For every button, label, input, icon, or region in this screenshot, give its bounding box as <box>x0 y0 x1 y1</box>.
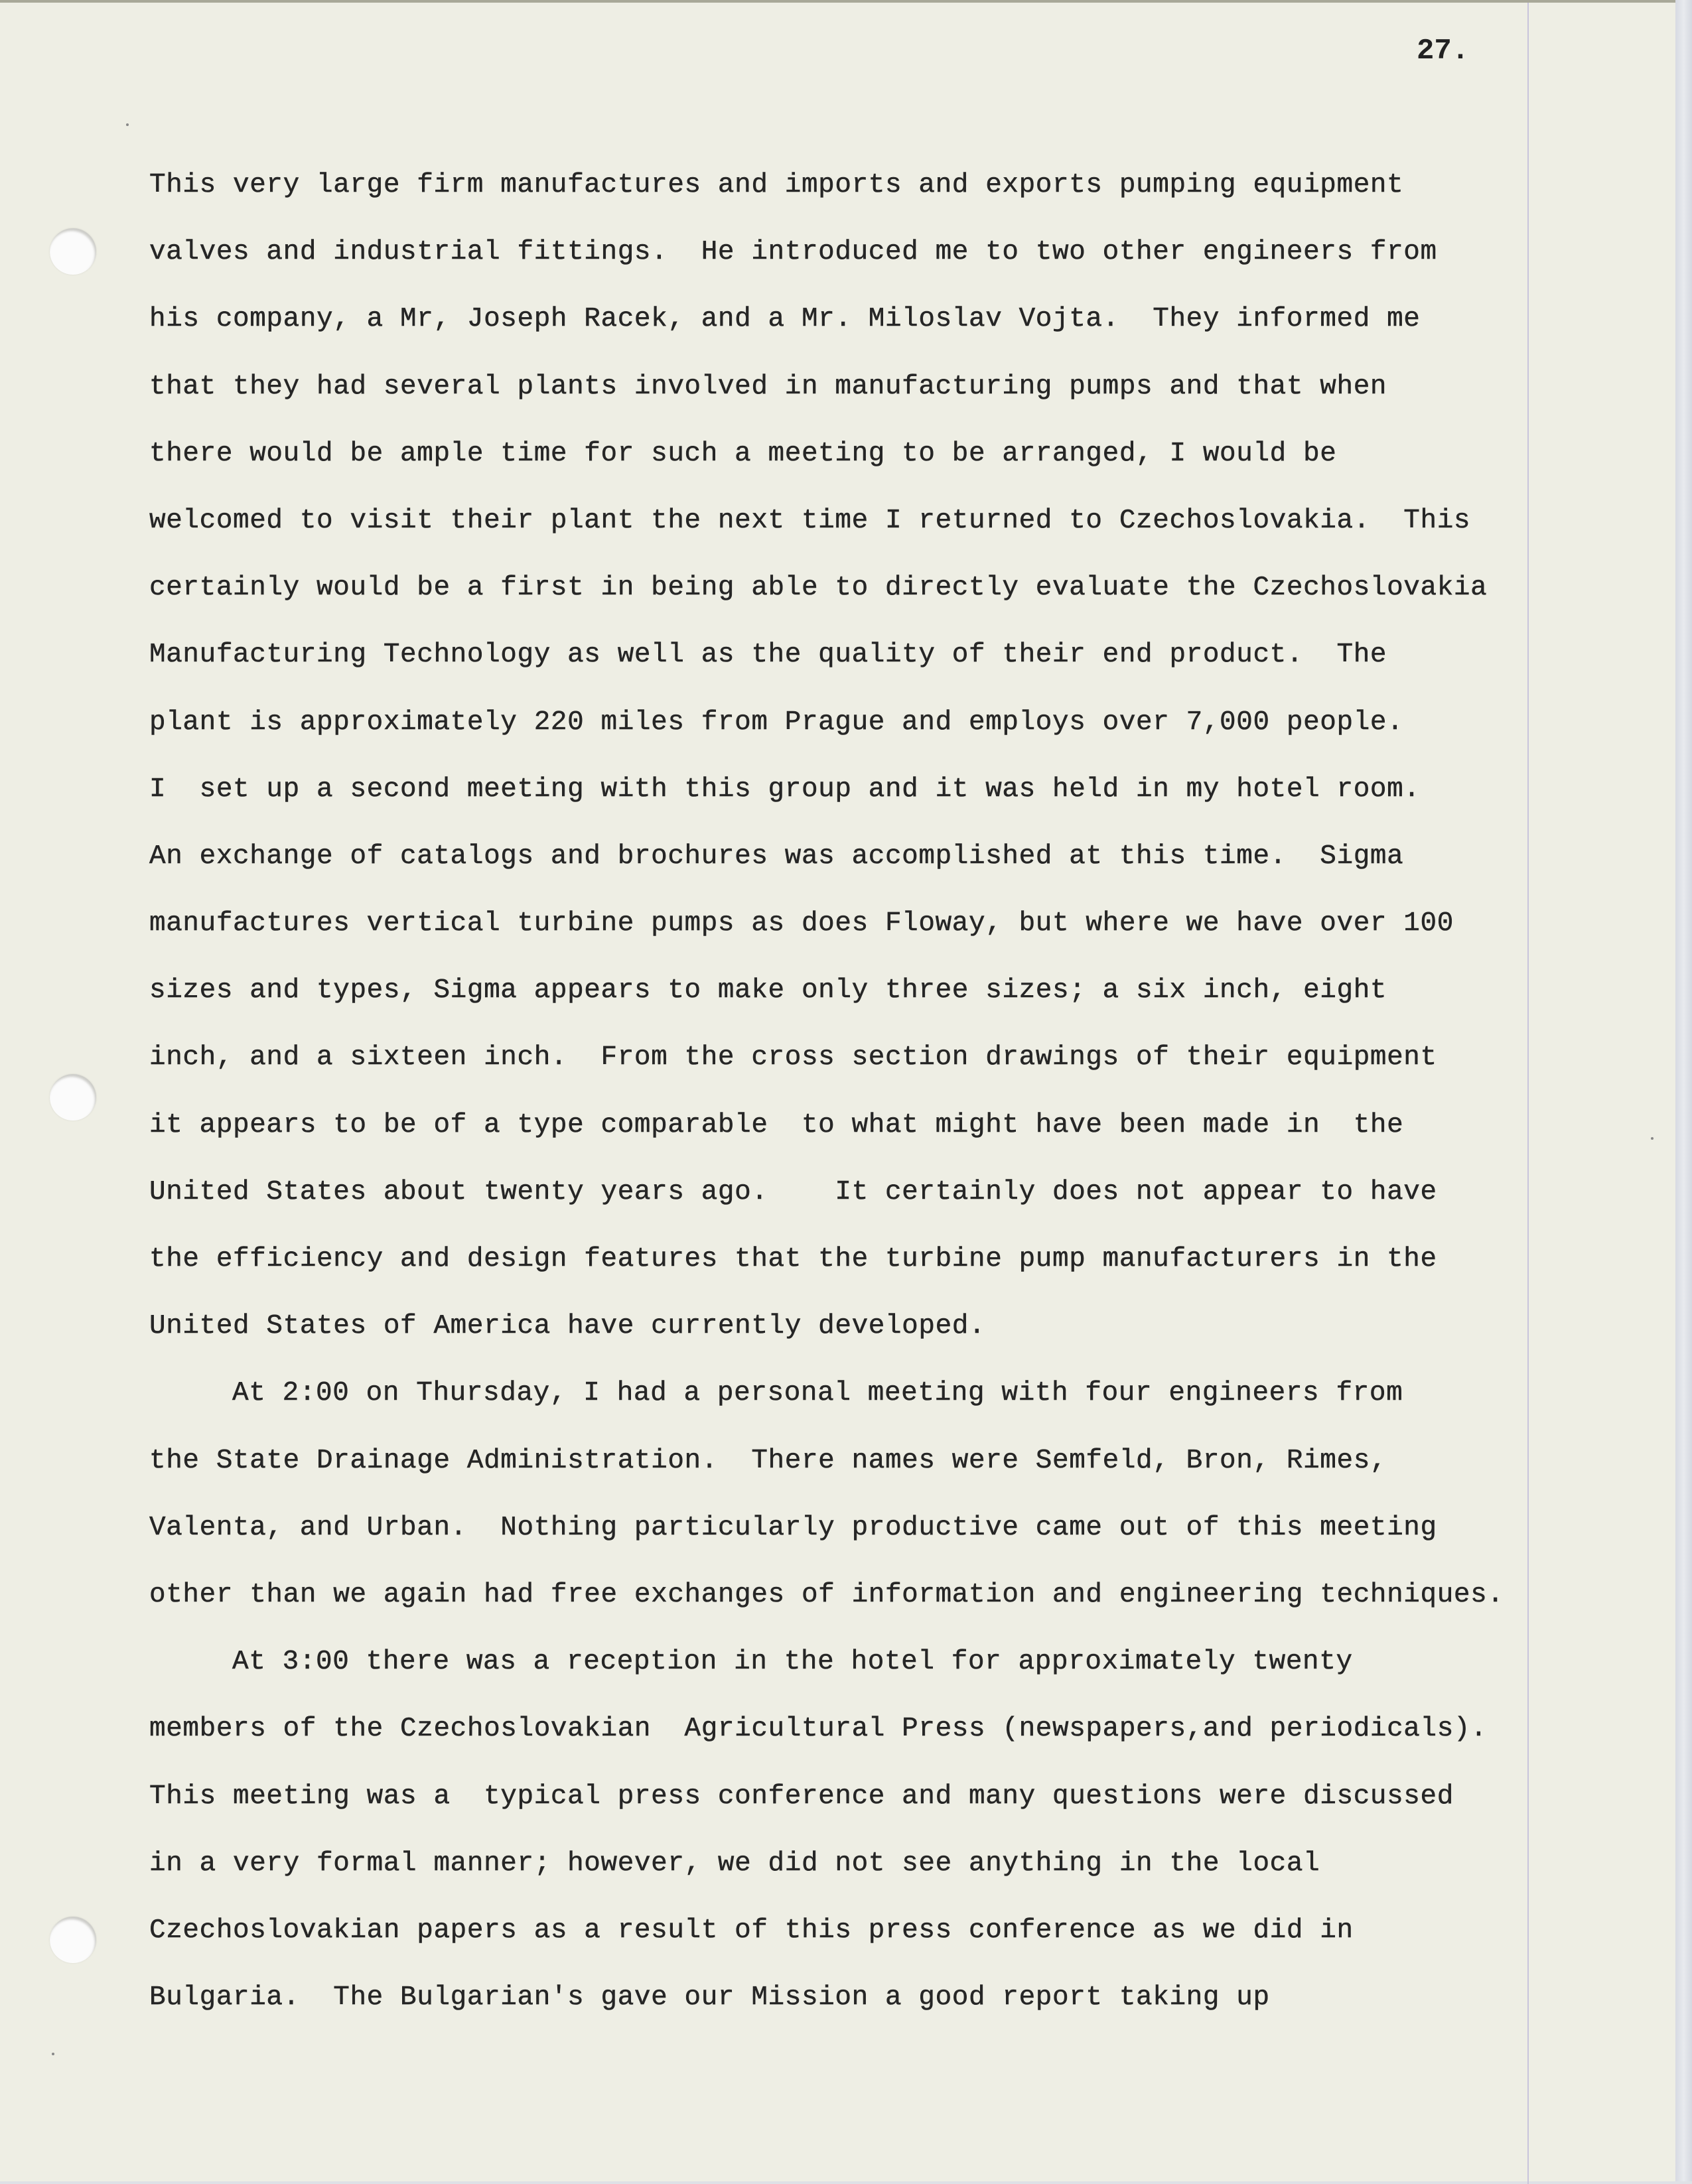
binder-hole-bottom <box>50 1917 96 1963</box>
text-line: valves and industrial fittings. He introduced me to two other engineers from <box>149 237 1437 268</box>
text-line: certainly would be a first in being able to directly evaluate the Czechoslovakia <box>149 573 1488 604</box>
binder-hole-top <box>50 228 96 275</box>
typed-body-text <box>149 162 1529 2041</box>
text-line: An exchange of catalogs and brochures was accomplished at this time. Sigma <box>149 841 1404 872</box>
text-line: welcomed to visit their plant the next time I returned to Czechoslovakia. This <box>149 505 1471 536</box>
text-line: it appears to be of a type comparable to what might have been made in the <box>149 1109 1404 1140</box>
binder-hole-middle <box>50 1074 96 1121</box>
text-line: there would be ample time for such a meeting to be arranged, I would be <box>149 438 1337 469</box>
text-line: the State Drainage Administration. There names were Semfeld, Bron, Rimes, <box>149 1445 1387 1476</box>
text-line: Bulgaria. The Bulgarian's gave our Mission a good report taking up <box>149 1982 1270 2013</box>
text-line: that they had several plants involved in manufacturing pumps and that when <box>149 371 1387 402</box>
text-line: Valenta, and Urban. Nothing particularly productive came out of this meeting <box>149 1512 1437 1543</box>
text-line: his company, a Mr, Joseph Racek, and a Mr. Miloslav Vojta. They informed me <box>149 304 1421 335</box>
scan-edge <box>1675 0 1692 2181</box>
text-line: members of the Czechoslovakian Agricultural Press (newspapers,and periodicals). <box>149 1714 1488 1745</box>
text-line: in a very formal manner; however, we did not see anything in the local <box>149 1848 1320 1879</box>
text-line: United States about twenty years ago. It certainly does not appear to have <box>149 1176 1437 1207</box>
text-line: other than we again had free exchanges of information and engineering techniques. <box>149 1579 1504 1610</box>
text-line: sizes and types, Sigma appears to make only three sizes; a six inch, eight <box>149 975 1387 1006</box>
text-line: the efficiency and design features that the turbine pump manufacturers in the <box>149 1244 1437 1274</box>
paper-speck <box>52 2053 54 2055</box>
text-line: At 3:00 there was a reception in the hotel for approximately twenty <box>232 1647 1353 1678</box>
text-line: United States of America have currently developed. <box>149 1311 986 1342</box>
text-line: inch, and a sixteen inch. From the cross section drawings of their equipment <box>149 1042 1437 1073</box>
text-line: Czechoslovakian papers as a result of this press conference as we did in <box>149 1915 1354 1946</box>
text-line: manufactures vertical turbine pumps as does Floway, but where we have over 100 <box>149 908 1454 939</box>
paper-speck <box>1651 1137 1654 1140</box>
text-line: This meeting was a typical press conference and many questions were discussed <box>149 1781 1454 1812</box>
paper-speck <box>126 123 129 126</box>
text-line: At 2:00 on Thursday, I had a personal meeting with four engineers from <box>232 1378 1403 1409</box>
text-line: This very large firm manufactures and imports and exports pumping equipment <box>149 170 1404 200</box>
text-line: Manufacturing Technology as well as the quality of their end product. The <box>149 640 1387 671</box>
text-line: plant is approximately 220 miles from Prague and employs over 7,000 people. <box>149 707 1404 738</box>
page-number: 27. <box>1417 34 1470 68</box>
text-line: I set up a second meeting with this group and it was held in my hotel room. <box>149 774 1421 805</box>
